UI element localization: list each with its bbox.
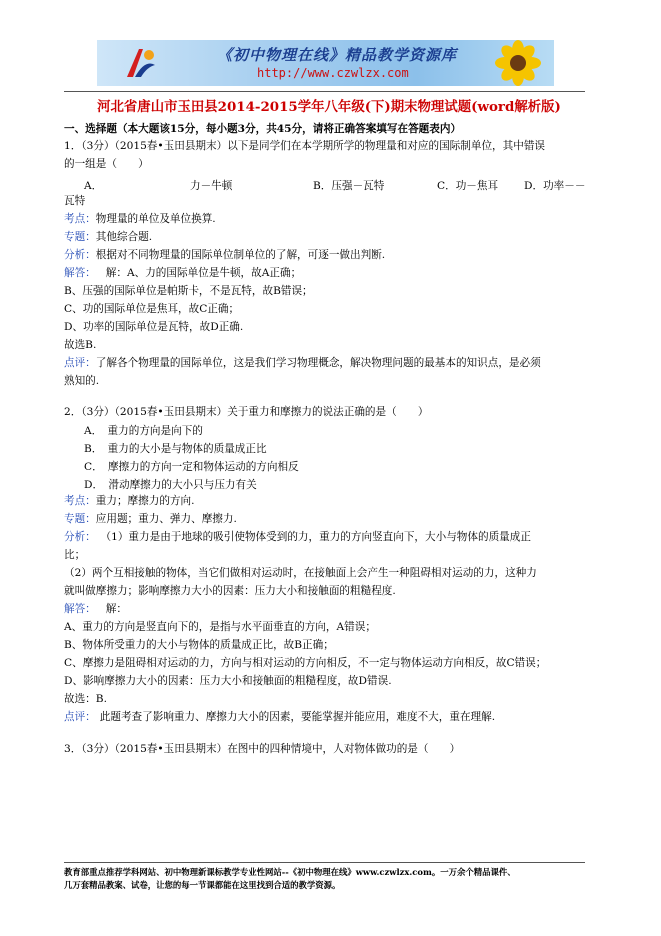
- q1-jieda: [64, 266, 301, 280]
- q3-stem: 3．（3分）（2015春•玉田县期末）在图中的四种情境中，人对物体做功的是（ ）: [64, 743, 461, 755]
- q2-option-b: B． 重力的大小是与物体的质量成正比: [84, 443, 267, 455]
- banner-title: 《初中物理在线》精品教学资源库: [217, 46, 458, 64]
- label-fenxi: 分析：: [64, 249, 96, 261]
- label-fenxi: 分析：: [64, 531, 96, 543]
- q2-zhuanti-text: 应用题；重力、弹力、摩擦力.: [95, 513, 237, 525]
- q2-option-a: A． 重力的方向是向下的: [84, 425, 203, 437]
- q2-option-d: D． 滑动摩擦力的大小只与压力有关: [84, 479, 257, 491]
- header-banner: [97, 40, 554, 86]
- label-kaodian: 考点：: [64, 213, 96, 225]
- q2-kaodian-text: 重力；摩擦力的方向.: [95, 495, 195, 507]
- q2-fenxi-line2: 比；: [64, 549, 86, 561]
- label-zhuanti: 专题：: [64, 513, 96, 525]
- document-title: 河北省唐山市玉田县2014-2015学年八年级(下)期末物理试题(word解析版): [97, 99, 561, 115]
- q2-fenxi-line4: 就叫做摩擦力；影响摩擦力大小的因素：压力大小和接触面的粗糙程度.: [64, 585, 396, 597]
- q1-fenxi: [64, 248, 385, 262]
- q2-dianping-text: 此题考查了影响重力、摩擦力大小的因素，要能掌握并能应用，难度不大，重在理解.: [99, 711, 496, 723]
- q2-jieda-line1: A、重力的方向是竖直向下的，是指与水平面垂直的方向，A错误；: [64, 621, 376, 633]
- q1-option-a-letter: A．: [84, 180, 103, 192]
- footer-line1: 教育部重点推荐学科网站、初中物理新课标教学专业性网站--《初中物理在线》www.czwlzx.com。一万余个精品课件、: [64, 867, 516, 877]
- banner-url[interactable]: http://www.czwlzx.com: [257, 66, 409, 80]
- q2-jieda-line4: D、影响摩擦力大小的因素：压力大小和接触面的粗糙程度，故D错误.: [64, 675, 392, 687]
- q1-jieda-line2: B、压强的国际单位是帕斯卡，不是瓦特，故B错误；: [64, 285, 313, 297]
- q1-stem-line1: 1．（3分）（2015春•玉田县期末）以下是同学们在本学期所学的物理量和对应的国际制单位，其中错误: [64, 140, 546, 152]
- footer-rule: [64, 862, 585, 863]
- q2-dianping: [64, 710, 495, 724]
- q2-jieda-line0: 解：: [105, 603, 127, 615]
- sunflower-icon: [488, 40, 548, 86]
- q1-zhuanti-text: 其他综合题.: [95, 231, 153, 243]
- site-logo-icon: [119, 43, 159, 83]
- q1-jieda-line1: 解：A、力的国际单位是牛顿，故A正确；: [105, 267, 302, 279]
- q1-jieda-line4: D、功率的国际单位是瓦特，故D正确.: [64, 321, 244, 333]
- q1-fenxi-text: 根据对不同物理量的国际单位制单位的了解，可逐一做出判断.: [95, 249, 386, 261]
- header-rule: [64, 91, 585, 92]
- q1-zhuanti: [64, 230, 152, 244]
- q2-kaodian: [64, 494, 195, 508]
- q1-stem-line2: 的一组是（ ）: [64, 158, 149, 170]
- q2-stem: 2．（3分）（2015春•玉田县期末）关于重力和摩擦力的说法正确的是（ ）: [64, 406, 429, 418]
- q2-fenxi: [64, 530, 531, 544]
- q1-answer: 故选B.: [64, 339, 97, 351]
- q1-option-b: B．压强－瓦特: [313, 180, 385, 192]
- q1-option-c: C．功－焦耳: [437, 180, 499, 192]
- label-zhuanti: 专题：: [64, 231, 96, 243]
- q2-jieda-line2: B、物体所受重力的大小与物体的质量成正比，故B正确；: [64, 639, 334, 651]
- label-jieda: 解答：: [64, 603, 96, 615]
- q2-option-c: C． 摩擦力的方向一定和物体运动的方向相反: [84, 461, 299, 473]
- q2-jieda: [64, 602, 127, 616]
- label-dianping: 点评：: [64, 357, 96, 369]
- q1-jieda-line3: C、功的国际单位是焦耳，故C正确；: [64, 303, 240, 315]
- label-jieda: 解答：: [64, 267, 96, 279]
- q2-jieda-line3: C、摩擦力是阻碍相对运动的力，方向与相对运动的方向相反，不一定与物体运动方向相反，故C错误；: [64, 657, 547, 669]
- q1-dianping-line1: 了解各个物理量的国际单位，这是我们学习物理概念，解决物理问题的最基本的知识点，是必须: [95, 357, 541, 369]
- label-dianping: 点评：: [64, 711, 96, 723]
- q1-option-d-cont: 瓦特: [64, 195, 86, 207]
- q2-answer: 故选：B.: [64, 693, 107, 705]
- q1-option-d: D．功率－－: [524, 180, 586, 192]
- q1-dianping: [64, 356, 541, 370]
- q2-zhuanti: [64, 512, 237, 526]
- label-kaodian: 考点：: [64, 495, 96, 507]
- q1-kaodian: [64, 212, 216, 226]
- q1-option-a: 力－牛顿: [190, 180, 233, 192]
- q1-dianping-line2: 熟知的.: [64, 375, 100, 387]
- section-heading: 一、选择题（本大题该15分，每小题3分，共45分，请将正确答案填写在答题表内）: [64, 123, 462, 135]
- footer-line2: 几万套精品教案、试卷，让您的每一节课都能在这里找到合适的教学资源。: [64, 880, 341, 890]
- q2-fenxi-line3: （2）两个互相接触的物体，当它们做相对运动时，在接触面上会产生一种阻碍相对运动的力，这种力: [64, 567, 537, 579]
- q2-fenxi-line1: （1）重力是由于地球的吸引使物体受到的力，重力的方向竖直向下，大小与物体的质量成正: [105, 531, 531, 543]
- q1-kaodian-text: 物理量的单位及单位换算.: [95, 213, 216, 225]
